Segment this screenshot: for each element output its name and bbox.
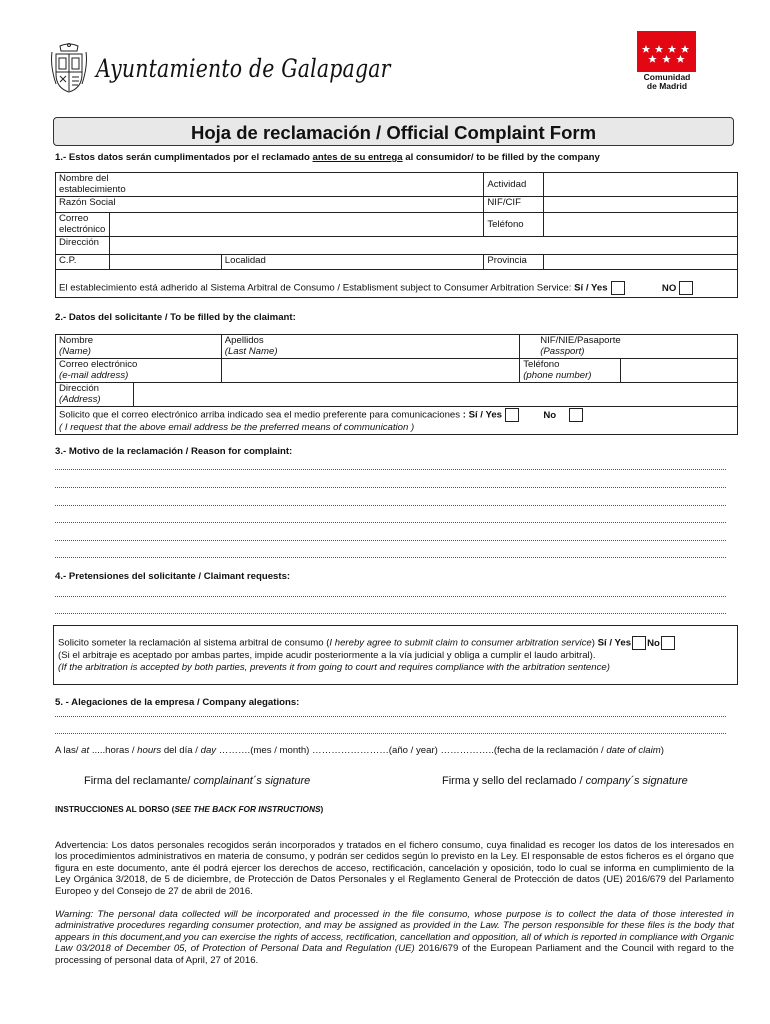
postal-code-field[interactable] bbox=[109, 255, 221, 270]
org-name: Ayuntamiento de Galapagar bbox=[96, 54, 391, 83]
claimant-signature-label[interactable] bbox=[84, 775, 310, 787]
reason-line[interactable] bbox=[55, 505, 726, 506]
section5-heading: 5. - Alegaciones de la empresa / Company alegations: bbox=[55, 697, 300, 708]
requests-line[interactable] bbox=[55, 596, 726, 597]
address-field[interactable] bbox=[109, 237, 737, 255]
company-signature-es: Firma y sello del reclamado / bbox=[442, 775, 586, 787]
claimant-id-label-en: (Passport) bbox=[540, 346, 585, 357]
email-field[interactable] bbox=[109, 213, 483, 237]
arbitration-row bbox=[56, 270, 738, 298]
claimant-email-field[interactable] bbox=[221, 359, 519, 383]
address-label: Dirección bbox=[56, 237, 110, 255]
arbitration-yes-checkbox[interactable] bbox=[611, 281, 625, 295]
reason-line[interactable] bbox=[55, 540, 726, 541]
claimant-address-label: Dirección bbox=[59, 383, 99, 394]
arbitration-text: El establecimiento está adherido al Sistema Arbitral de Consumo / Establisment subject to Consumer Arbitration Service: bbox=[59, 282, 575, 294]
stars-flag-icon bbox=[637, 31, 696, 72]
claimant-phone-label-cell bbox=[520, 359, 621, 383]
claimant-address-field[interactable] bbox=[133, 383, 737, 407]
submit-yes-checkbox[interactable] bbox=[632, 636, 646, 650]
alegations-line[interactable] bbox=[55, 733, 726, 734]
reason-line[interactable] bbox=[55, 487, 726, 488]
claimant-signature-es: Firma del reclamante/ bbox=[84, 775, 194, 787]
arbitration-no-checkbox[interactable] bbox=[679, 281, 693, 295]
date-line-part: .....horas / bbox=[89, 745, 138, 756]
company-signature-en: company´s signature bbox=[585, 775, 688, 787]
claimant-email-label: Correo electrónico bbox=[59, 359, 138, 370]
submit-note-en: (If the arbitration is accepted by both parties, prevents it from going to court and requires compliance with the arbitration sentence) bbox=[58, 662, 610, 673]
date-line-part: at bbox=[81, 745, 90, 756]
section3-heading: 3.- Motivo de la reclamación / Reason for complaint: bbox=[55, 446, 293, 457]
date-line-part: date of claim bbox=[606, 745, 661, 756]
privacy-warning-en-plain: 2016/679 of the European Parliament and the Council with regard to the processing of personal data of April, 27 of 2016. bbox=[55, 943, 734, 966]
instructions-close: ) bbox=[320, 804, 324, 814]
claimant-id-cell[interactable] bbox=[520, 335, 738, 359]
business-name-label[interactable]: Razón Social bbox=[56, 197, 484, 213]
province-field[interactable] bbox=[544, 255, 738, 270]
claimant-id-label: NIF/NIE/Pasaporte bbox=[540, 335, 621, 346]
establishment-name-label-1: Nombre del bbox=[59, 173, 109, 184]
submit-note-es: (Si el arbitraje es aceptado por ambas partes, impide acudir posteriormente a la vía judicial y obliga a cumplir el laudo arbitral). bbox=[58, 650, 596, 661]
date-line-part: ) bbox=[660, 745, 664, 756]
preferred-email-yes-label: : Sí / Yes bbox=[462, 409, 502, 421]
claimant-email-label-cell bbox=[56, 359, 222, 383]
submit-text-es: Solicito someter la reclamación al sistema arbitral de consumo ( bbox=[58, 637, 330, 649]
submit-yes-label: Sí / Yes bbox=[597, 637, 632, 649]
date-line[interactable] bbox=[55, 745, 664, 756]
claimant-table bbox=[55, 334, 738, 435]
claimant-lastname-label: Apellidos bbox=[224, 335, 264, 346]
nif-label: NIF/CIF bbox=[484, 197, 544, 213]
email-label-2: electrónico bbox=[59, 224, 106, 235]
activity-field[interactable] bbox=[544, 173, 738, 197]
preferred-email-no-checkbox[interactable] bbox=[569, 408, 583, 422]
privacy-warning-en bbox=[55, 909, 734, 966]
phone-label: Teléfono bbox=[484, 213, 544, 237]
page-title: Hoja de reclamación / Official Complaint Form bbox=[190, 122, 597, 143]
claimant-name-label-en: (Name) bbox=[59, 346, 91, 357]
date-line-part: day bbox=[200, 745, 217, 756]
submit-no-label: No bbox=[647, 637, 660, 649]
arbitration-yes-label: Sí / Yes bbox=[574, 282, 608, 294]
instructions-es: INSTRUCCIONES AL DORSO ( bbox=[55, 804, 175, 814]
nif-field[interactable] bbox=[544, 197, 738, 213]
company-table bbox=[55, 172, 738, 298]
privacy-warning-es: Advertencia: Los datos personales recogidos serán incorporados y tratados en el fichero consumo, cuya finalidad es recoger los datos de los interesados en los procedimientos administrativos en materia de consumo, y podrán ser cedidos según lo previsto en la Ley. El responsable de estos ficheros es el órgano que figura en este documento, ante él podrá ejercer los derechos de acceso, rectificación, cancelación y oposición, todo lo cual se informa en cumplimiento de la Ley Orgánica 3/2018, de 5 de diciembre, de Protección de Datos Personales y el Reglamento General de Protección de datos (UE) 2016/679 del Parlamento Europeo y del Consejo de 27 de abril de 2016. bbox=[55, 840, 734, 897]
locality-label[interactable]: Localidad bbox=[221, 255, 484, 270]
section1-heading bbox=[55, 152, 600, 163]
activity-label: Actividad bbox=[484, 173, 544, 197]
claimant-name-cell[interactable] bbox=[56, 335, 222, 359]
claimant-phone-field[interactable] bbox=[621, 359, 738, 383]
claimant-phone-label-en: (phone number) bbox=[523, 370, 592, 381]
claimant-signature-en: complainant´s signature bbox=[193, 775, 311, 787]
preferred-email-text: Solicito que el correo electrónico arriba indicado sea el medio preferente para comunicaciones bbox=[59, 409, 463, 421]
postal-code-label: C.P. bbox=[56, 255, 110, 270]
section4-heading: 4.- Pretensiones del solicitante / Claimant requests: bbox=[55, 571, 291, 582]
crest-icon bbox=[50, 42, 88, 94]
section1-heading-pre: 1.- Estos datos serán cumplimentados por el reclamado bbox=[55, 152, 313, 163]
region-line1: Comunidad bbox=[643, 72, 691, 82]
claimant-lastname-cell[interactable] bbox=[221, 335, 519, 359]
requests-line[interactable] bbox=[55, 613, 726, 614]
phone-field[interactable] bbox=[544, 213, 738, 237]
region-name bbox=[630, 73, 704, 91]
section1-heading-underlined: antes de su entrega bbox=[312, 152, 403, 163]
company-signature-label[interactable] bbox=[442, 775, 688, 787]
arbitration-no-label: NO bbox=[661, 282, 677, 294]
section1-heading-post: al consumidor/ to be filled by the company bbox=[402, 152, 600, 163]
reason-line[interactable] bbox=[55, 469, 726, 470]
alegations-line[interactable] bbox=[55, 716, 726, 717]
privacy-warning-en-italic: Warning: The personal data collected will be incorporated and processed in the file consumo, whose purpose is to collect the data of those interested in administrative procedures regarding consumer protection, and may be assigned as provided in the Law. The person responsible for these files is the body that appears in this document,and you can exercise the rights of access, rectification, cancellation and opposition, all of which is reported in compliance with Organic Law 03/2018 of December 05, of Protection of Personal Data and Regulation (UE) bbox=[55, 909, 734, 955]
preferred-email-row bbox=[56, 407, 738, 435]
arbitration-submit-text bbox=[58, 636, 734, 674]
establishment-name-cell[interactable] bbox=[56, 173, 484, 197]
submit-text-en: I hereby agree to submit claim to consumer arbitration service bbox=[329, 637, 592, 649]
email-label bbox=[56, 213, 110, 237]
region-line2: de Madrid bbox=[646, 81, 688, 91]
preferred-email-no-label: No bbox=[543, 409, 557, 421]
province-label: Provincia bbox=[484, 255, 544, 270]
establishment-name-label-2: establecimiento bbox=[59, 184, 126, 195]
claimant-address-label-cell bbox=[56, 383, 134, 407]
claimant-lastname-label-en: (Last Name) bbox=[224, 346, 278, 357]
instructions-en: SEE THE BACK FOR INSTRUCTIONS bbox=[174, 804, 321, 814]
section2-heading: 2.- Datos del solicitante / To be filled by the claimant: bbox=[55, 312, 296, 323]
claimant-name-label: Nombre bbox=[59, 335, 94, 346]
preferred-email-text-en: ( I request that the above email address be the preferred means of communication ) bbox=[59, 422, 415, 433]
reason-line[interactable] bbox=[55, 557, 726, 558]
reason-line[interactable] bbox=[55, 522, 726, 523]
date-line-part: hours bbox=[137, 745, 162, 756]
instructions-note bbox=[55, 804, 323, 814]
submit-no-checkbox[interactable] bbox=[661, 636, 675, 650]
email-label-1: Correo bbox=[59, 213, 89, 224]
date-line-part: ……….(mes / month) ……………………(año / year) ……………..(fecha de la reclamación / bbox=[216, 745, 607, 756]
date-line-part: A las/ bbox=[55, 745, 82, 756]
claimant-email-label-en: (e-mail address) bbox=[59, 370, 129, 381]
submit-text-close: ) bbox=[591, 637, 598, 649]
claimant-address-label-en: (Address) bbox=[59, 394, 101, 405]
preferred-email-yes-checkbox[interactable] bbox=[505, 408, 519, 422]
date-line-part: del día / bbox=[161, 745, 201, 756]
claimant-phone-label: Teléfono bbox=[523, 359, 560, 370]
